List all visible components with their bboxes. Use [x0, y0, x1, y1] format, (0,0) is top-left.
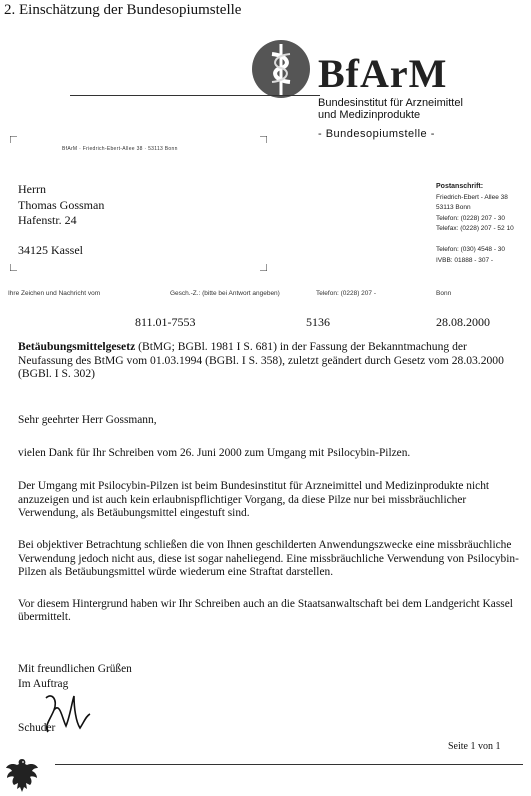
ref-label-your: Ihre Zeichen und Nachricht vom: [8, 290, 101, 297]
sender-return-line: BfArM · Friedrich-Ebert-Allee 38 · 53113 Bonn: [62, 146, 178, 152]
ref-value-our: 811.01-7553: [135, 315, 196, 329]
document-heading: 2. Einschätzung der Bundesopiumstelle: [4, 2, 242, 18]
institute-name-line2: und Medizinprodukte: [318, 109, 421, 121]
bfarm-logo-icon: [250, 38, 312, 100]
recipient-city: 34125 Kassel: [18, 242, 83, 257]
postal-line: Friedrich-Ebert - Allee 38: [436, 193, 508, 201]
postal-info-block: [436, 182, 514, 266]
window-corner-mark: [260, 264, 267, 271]
department-name: - Bundesopiumstelle -: [318, 128, 435, 140]
postal-line: Telefon: (030) 4548 - 30: [436, 246, 506, 253]
postal-title: Postanschrift:: [436, 183, 484, 190]
closing-greeting: Mit freundlichen Grüßen: [18, 663, 132, 675]
bfarm-logo-text: BfArM: [318, 51, 448, 96]
letterhead-rule: [70, 95, 320, 96]
ref-value-phone: 5136: [306, 315, 330, 329]
recipient-address: [18, 182, 104, 258]
paragraph: vielen Dank für Ihr Schreiben vom 26. Juni 2000 zum Umgang mit Psilocybin-Pilzen.: [18, 446, 411, 459]
postal-line: [436, 235, 514, 246]
closing-on-behalf: Im Auftrag: [18, 678, 69, 690]
federal-eagle-icon: [4, 756, 40, 794]
ref-label-phone: Telefon: (0228) 207 -: [316, 290, 376, 297]
postal-line: Telefon: (0228) 207 - 30: [436, 214, 506, 222]
paragraph: Bei objektiver Betrachtung schließen die von Ihnen geschilderten Anwendungszwecke eine missbräuchliche Verwendung jedoch nicht aus, diese ist sogar naheliegend. Eine missbräuchliche Verwendung von Psilocybin-Pilzen als Betäubungsmittel würde wiederum eine Straftat darstellen.: [18, 538, 519, 579]
window-corner-mark: [260, 136, 267, 143]
subject-line: [18, 340, 518, 381]
recipient-street: Hafenstr. 24: [18, 213, 77, 227]
institute-name: [318, 97, 463, 121]
window-corner-mark: [10, 264, 17, 271]
subject-bold: Betäubungsmittelgesetz: [18, 340, 136, 353]
window-corner-mark: [10, 136, 17, 143]
ref-value-date: 28.08.2000: [436, 315, 490, 329]
ref-label-place: Bonn: [436, 290, 452, 297]
footer-rule: [55, 764, 523, 765]
greeting: Sehr geehrter Herr Gossmann,: [18, 414, 157, 426]
postal-line: 53113 Bonn: [436, 204, 471, 211]
signer-name: Schuder: [18, 722, 56, 734]
recipient-salutation: Herrn: [18, 182, 46, 196]
letter-body: [18, 414, 523, 639]
page-number: Seite 1 von 1: [448, 741, 501, 752]
postal-line: Telefax: (0228) 207 - 52 10: [436, 225, 514, 232]
paragraph: Vor diesem Hintergrund haben wir Ihr Schreiben auch an die Staatsanwaltschaft bei dem Landgericht Kassel übermittelt.: [18, 597, 513, 624]
postal-line: IVBB: 01888 - 307 -: [436, 256, 494, 264]
subject-rest: (BtMG; BGBl. 1981 I S. 681) in der Fassung der Bekanntmachung der Neufassung des BtMG vom 01.03.1994 (BGBl. I S. 358), zuletzt geändert durch Gesetz vom 28.03.2000 (BGBl. I S. 302): [18, 340, 504, 381]
ref-label-our: Gesch.-Z.: (bitte bei Antwort angeben): [170, 290, 280, 297]
paragraph: Der Umgang mit Psilocybin-Pilzen ist beim Bundesinstitut für Arzneimittel und Medizinprodukte nicht anzuzeigen und ist auch kein erlaubnispflichtiger Vorgang, da diese Pilze nur bei missbräuchlicher Verwendung, als Betäubungsmittel eingestuft sind.: [18, 480, 490, 520]
recipient-name: Thomas Gossman: [18, 197, 105, 212]
institute-name-line1: Bundesinstitut für Arzneimittel: [318, 97, 463, 109]
